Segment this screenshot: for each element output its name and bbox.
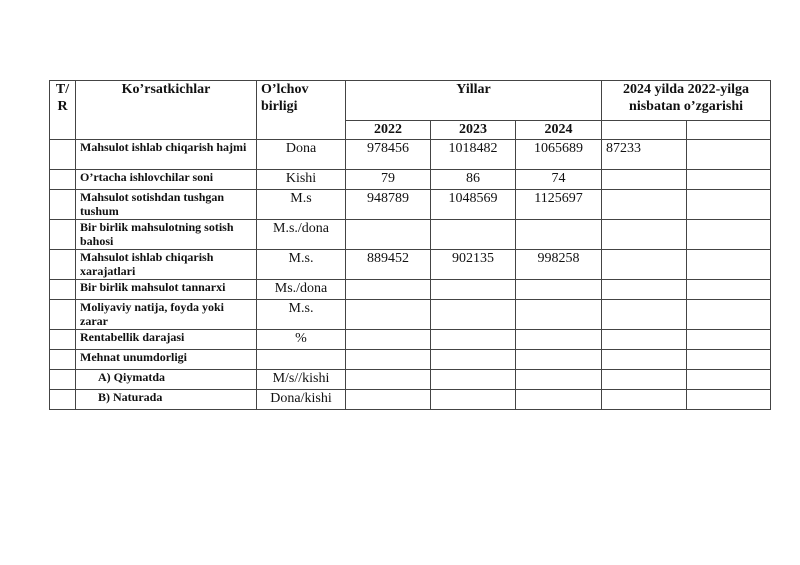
change-value [602,280,687,300]
value-2024: 1065689 [516,140,602,170]
tr-cell [50,370,76,390]
change-value-extra [687,330,771,350]
table-row [50,140,771,170]
table-row [50,330,771,350]
change-value-extra [687,250,771,280]
tr-cell [50,300,76,330]
table-row [50,190,771,220]
value-2022 [346,370,431,390]
indicator-label: Mahsulot ishlab chiqarish xarajatlari [76,250,257,280]
table-row [50,280,771,300]
tr-cell [50,250,76,280]
value-2024: 74 [516,170,602,190]
tr-cell [50,350,76,370]
value-2022 [346,350,431,370]
indicator-label: Moliyaviy natija, foyda yoki zarar [76,300,257,330]
unit-cell: M.s. [257,300,346,330]
change-value [602,330,687,350]
table-row [50,300,771,330]
indicator-label: Mahsulot ishlab chiqarish hajmi [76,140,257,170]
indicator-label: Mehnat unumdorligi [76,350,257,370]
value-2024 [516,370,602,390]
change-value-extra [687,370,771,390]
unit-cell: M.s. [257,250,346,280]
value-2022 [346,300,431,330]
value-2023: 1048569 [431,190,516,220]
value-2022 [346,280,431,300]
change-value-extra [687,390,771,410]
change-value [602,170,687,190]
change-subcell [602,121,687,140]
change-value: 87233 [602,140,687,170]
table-row [50,170,771,190]
value-2024: 1125697 [516,190,602,220]
indicator-label: Rentabellik darajasi [76,330,257,350]
change-value [602,390,687,410]
unit-cell: M.s [257,190,346,220]
change-value-extra [687,350,771,370]
change-value [602,370,687,390]
change-value-extra [687,280,771,300]
indicator-label: Bir birlik mahsulotning sotish bahosi [76,220,257,250]
change-value-extra [687,220,771,250]
value-2022: 79 [346,170,431,190]
indicator-label: O’rtacha ishlovchilar soni [76,170,257,190]
year-header-2023: 2023 [431,121,516,140]
value-2022 [346,390,431,410]
header-row [50,81,771,121]
table-row [50,220,771,250]
tr-header: T/ R [50,81,76,140]
unit-cell: % [257,330,346,350]
change-header: 2024 yilda 2022-yilga nisbatan o’zgarishi [602,81,771,121]
indicator-label: Bir birlik mahsulot tannarxi [76,280,257,300]
tr-cell [50,220,76,250]
indicators-table [49,80,771,410]
value-2024: 998258 [516,250,602,280]
value-2022: 889452 [346,250,431,280]
change-value-extra [687,170,771,190]
years-header: Yillar [346,81,602,121]
change-value [602,190,687,220]
table-row [50,370,771,390]
change-value [602,300,687,330]
table-row [50,250,771,280]
value-2022: 948789 [346,190,431,220]
unit-cell: Dona/kishi [257,390,346,410]
table-body [50,140,771,410]
value-2022: 978456 [346,140,431,170]
value-2024 [516,350,602,370]
change-value-extra [687,190,771,220]
change-value-extra [687,300,771,330]
value-2023 [431,330,516,350]
value-2022 [346,330,431,350]
unit-cell: Dona [257,140,346,170]
value-2023 [431,280,516,300]
change-value [602,250,687,280]
value-2023: 1018482 [431,140,516,170]
indicators-header: Ko’rsatkichlar [76,81,257,140]
value-2023: 86 [431,170,516,190]
unit-cell [257,350,346,370]
value-2023 [431,350,516,370]
unit-cell: Ms./dona [257,280,346,300]
change-value [602,220,687,250]
change-value-extra [687,140,771,170]
value-2024 [516,330,602,350]
value-2024 [516,220,602,250]
unit-cell: M/s//kishi [257,370,346,390]
value-2023: 902135 [431,250,516,280]
unit-header: O’lchov birligi [257,81,346,140]
table-row [50,390,771,410]
value-2024 [516,390,602,410]
year-header-2022: 2022 [346,121,431,140]
tr-cell [50,280,76,300]
unit-cell: M.s./dona [257,220,346,250]
indicator-label: Mahsulot sotishdan tushgan tushum [76,190,257,220]
tr-cell [50,330,76,350]
indicator-label: A) Qiymatda [76,370,257,390]
value-2023 [431,220,516,250]
value-2023 [431,300,516,330]
value-2022 [346,220,431,250]
change-subcell [687,121,771,140]
unit-cell: Kishi [257,170,346,190]
tr-cell [50,390,76,410]
value-2023 [431,390,516,410]
table-row [50,350,771,370]
value-2024 [516,280,602,300]
tr-cell [50,140,76,170]
value-2023 [431,370,516,390]
tr-cell [50,190,76,220]
value-2024 [516,300,602,330]
change-value [602,350,687,370]
tr-cell [50,170,76,190]
year-header-2024: 2024 [516,121,602,140]
indicator-label: B) Naturada [76,390,257,410]
